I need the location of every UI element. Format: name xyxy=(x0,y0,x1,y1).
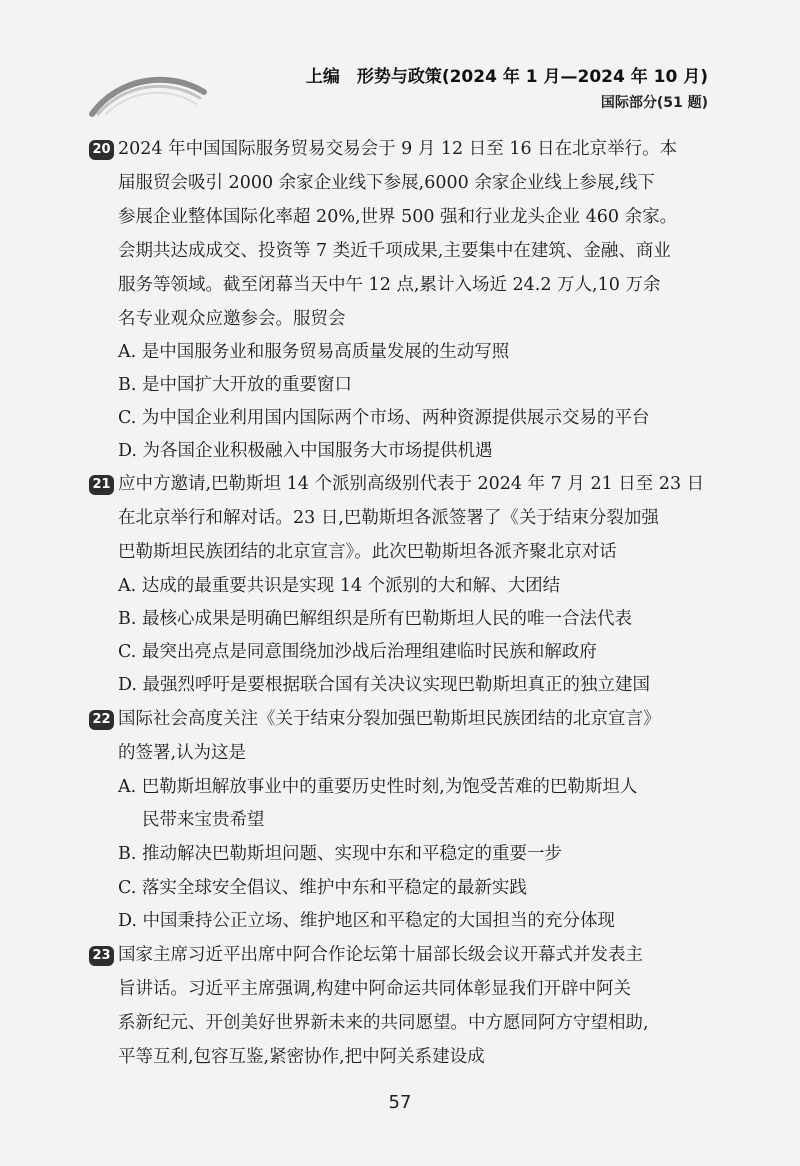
question-stem-line: 名专业观众应邀参会。服贸会 xyxy=(118,309,346,329)
answer-option-a: A. 巴勒斯坦解放事业中的重要历史性时刻,为饱受苦难的巴勒斯坦人 xyxy=(118,777,638,797)
section-subtitle: 国际部分(51 题) xyxy=(600,95,708,111)
question-stem-line: 国际社会高度关注《关于结束分裂加强巴勒斯坦民族团结的北京宣言》 xyxy=(118,709,661,729)
question-stem-line: 平等互利,包容互鉴,紧密协作,把中阿关系建设成 xyxy=(118,1047,485,1067)
header-arc-decoration xyxy=(88,70,208,118)
answer-option-b: B. 是中国扩大开放的重要窗口 xyxy=(118,375,352,395)
question-stem-line: 服务等领域。截至闭幕当天中午 12 点,累计入场近 24.2 万人,10 万余 xyxy=(118,275,661,295)
question-stem-line: 巴勒斯坦民族团结的北京宣言》。此次巴勒斯坦各派齐聚北京对话 xyxy=(118,542,617,562)
answer-option-a: A. 是中国服务业和服务贸易高质量发展的生动写照 xyxy=(118,342,510,362)
question-stem-line: 系新纪元、开创美好世界新未来的共同愿望。中方愿同阿方守望相助, xyxy=(118,1013,649,1033)
answer-option-c: C. 落实全球安全倡议、维护中东和平稳定的最新实践 xyxy=(118,878,527,898)
question-stem-line: 届服贸会吸引 2000 余家企业线下参展,6000 余家企业线上参展,线下 xyxy=(118,173,655,193)
question-stem-line: 参展企业整体国际化率超 20%,世界 500 强和行业龙头企业 460 余家。 xyxy=(118,207,678,227)
question-number-badge: 21 xyxy=(89,475,114,495)
page-number: 57 xyxy=(388,1092,412,1113)
answer-option-a: A. 达成的最重要共识是实现 14 个派别的大和解、大团结 xyxy=(118,576,561,596)
page-header xyxy=(0,0,800,130)
question-stem-line: 应中方邀请,巴勒斯坦 14 个派别高级别代表于 2024 年 7 月 21 日至 23 日 xyxy=(118,474,705,494)
question-stem-line: 会期共达成成交、投资等 7 类近千项成果,主要集中在建筑、金融、商业 xyxy=(118,241,671,261)
question-number-badge: 20 xyxy=(89,140,114,160)
answer-option-b: B. 最核心成果是明确巴解组织是所有巴勒斯坦人民的唯一合法代表 xyxy=(118,609,632,629)
question-stem-line: 在北京举行和解对话。23 日,巴勒斯坦各派签署了《关于结束分裂加强 xyxy=(118,508,659,528)
question-stem-line: 的签署,认为这是 xyxy=(118,743,247,763)
section-title: 上编 形势与政策(2024 年 1 月—2024 年 10 月) xyxy=(305,67,708,87)
answer-option-a-continued: 民带来宝贵希望 xyxy=(142,810,265,830)
answer-option-c: C. 为中国企业利用国内国际两个市场、两种资源提供展示交易的平台 xyxy=(118,408,650,428)
answer-option-d: D. 最强烈呼吁是要根据联合国有关决议实现巴勒斯坦真正的独立建国 xyxy=(118,675,651,695)
answer-option-d: D. 中国秉持公正立场、维护地区和平稳定的大国担当的充分体现 xyxy=(118,911,616,931)
answer-option-c: C. 最突出亮点是同意围绕加沙战后治理组建临时民族和解政府 xyxy=(118,642,597,662)
answer-option-d: D. 为各国企业积极融入中国服务大市场提供机遇 xyxy=(118,441,493,461)
question-number-badge: 23 xyxy=(89,946,114,966)
question-stem-line: 国家主席习近平出席中阿合作论坛第十届部长级会议开幕式并发表主 xyxy=(118,945,643,965)
question-stem-line: 旨讲话。习近平主席强调,构建中阿命运共同体彰显我们开辟中阿关 xyxy=(118,979,632,999)
question-stem-line: 2024 年中国国际服务贸易交易会于 9 月 12 日至 16 日在北京举行。本 xyxy=(118,139,678,159)
question-number-badge: 22 xyxy=(89,710,114,730)
answer-option-b: B. 推动解决巴勒斯坦问题、实现中东和平稳定的重要一步 xyxy=(118,844,562,864)
